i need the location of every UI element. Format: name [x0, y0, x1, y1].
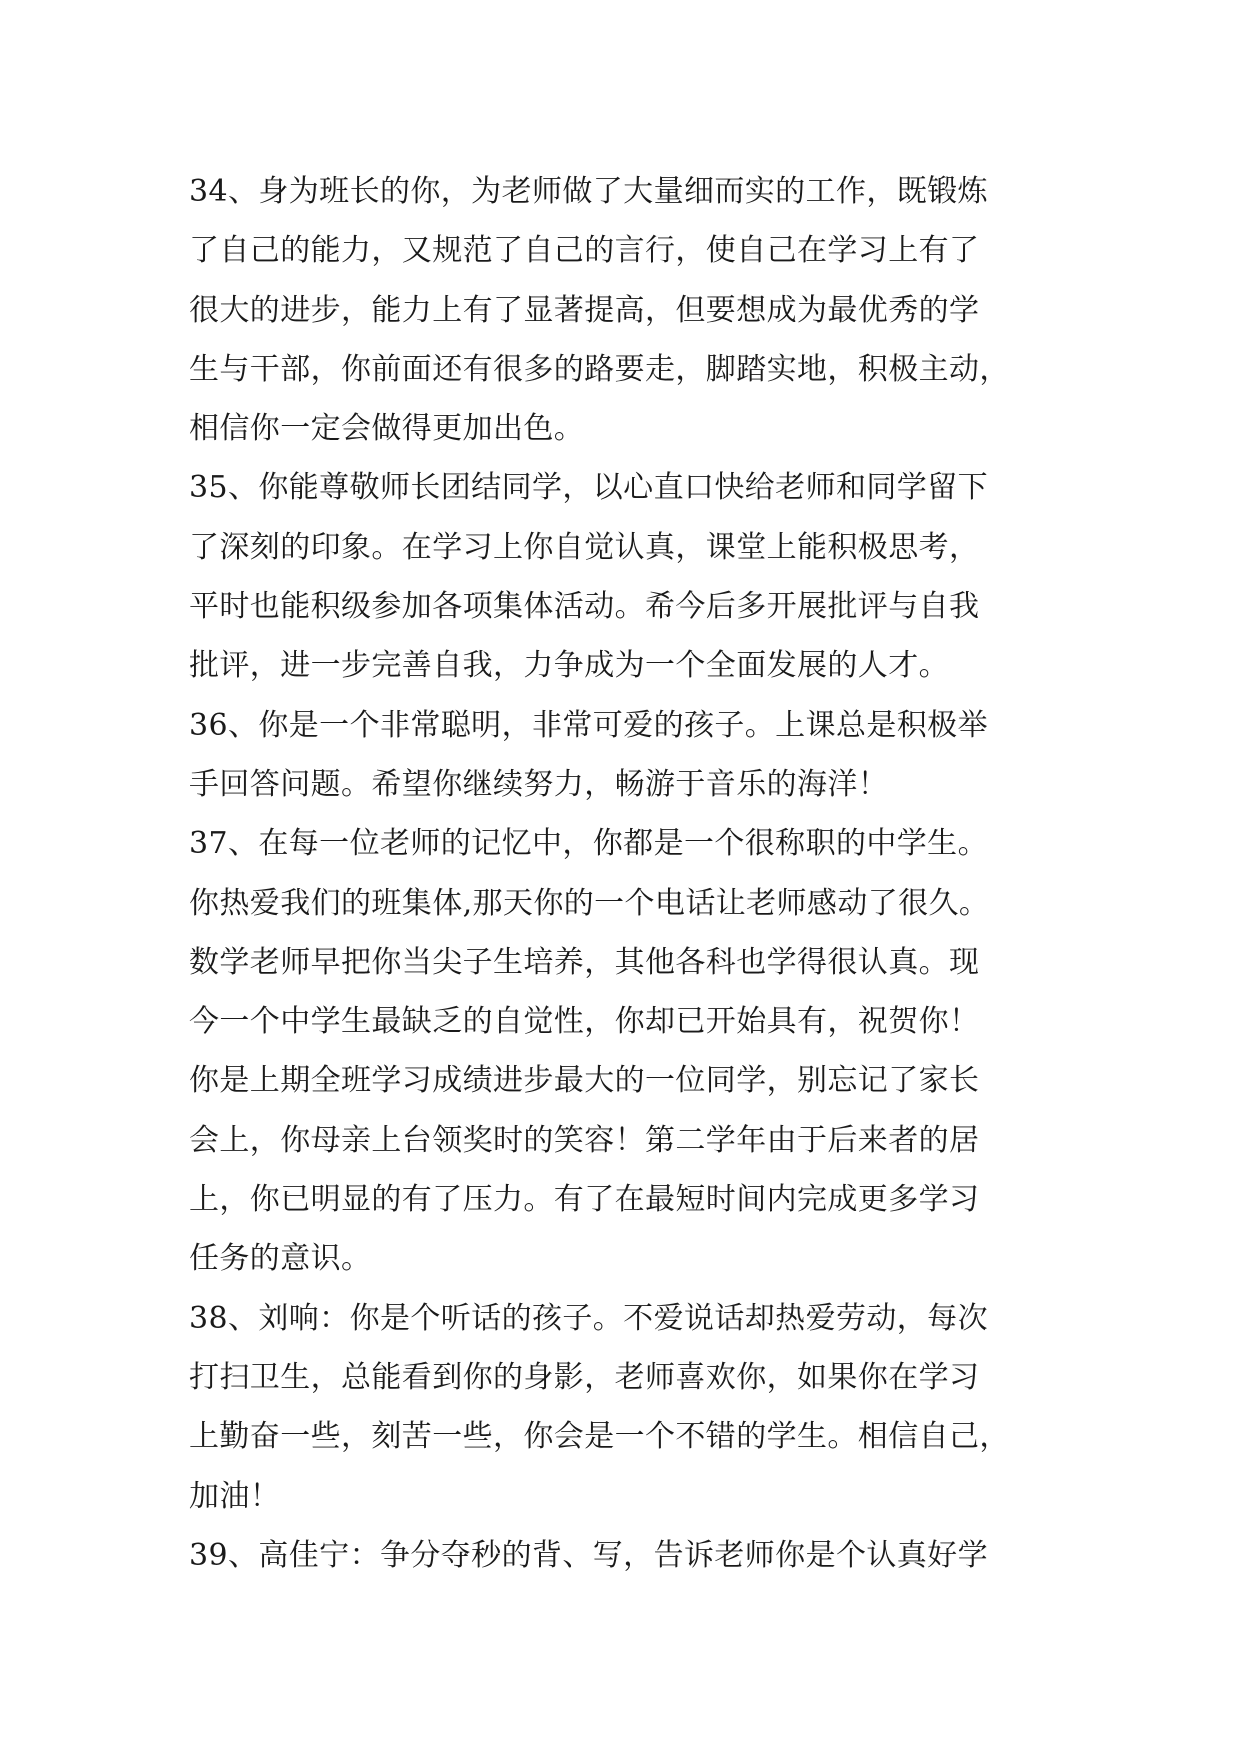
text-line: 今一个中学生最缺乏的自觉性，你却已开始具有，祝贺你！	[189, 1004, 980, 1040]
text-line: 平时也能积级参加各项集体活动。希今后多开展批评与自我	[189, 589, 980, 625]
text-line: 加油！	[189, 1478, 281, 1514]
text-line: 35、你能尊敬师长团结同学，以心直口快给老师和同学留下	[189, 470, 988, 506]
text-line: 你是上期全班学习成绩进步最大的一位同学，别忘记了家长	[189, 1063, 980, 1099]
text-line: 36、你是一个非常聪明，非常可爱的孩子。上课总是积极举	[189, 707, 988, 743]
text-line: 上勤奋一些，刻苦一些，你会是一个不错的学生。相信自己，	[189, 1419, 1010, 1455]
text-line: 你热爱我们的班集体,那天你的一个电话让老师感动了很久。	[189, 885, 990, 921]
text-line: 38、刘响：你是个听话的孩子。不爱说话却热爱劳动，每次	[189, 1300, 988, 1336]
text-line: 数学老师早把你当尖子生培养，其他各科也学得很认真。现	[189, 944, 980, 980]
text-line: 批评，进一步完善自我，力争成为一个全面发展的人才。	[189, 648, 949, 684]
comment-text-block	[189, 162, 1059, 1585]
text-line: 生与干部，你前面还有很多的路要走，脚踏实地，积极主动，	[189, 351, 1010, 387]
text-line: 37、在每一位老师的记忆中，你都是一个很称职的中学生。	[189, 826, 988, 862]
text-line: 很大的进步，能力上有了显著提高，但要想成为最优秀的学	[189, 292, 980, 328]
text-line: 会上，你母亲上台领奖时的笑容！第二学年由于后来者的居	[189, 1122, 980, 1158]
text-line: 任务的意识。	[189, 1241, 372, 1277]
text-line: 上，你已明显的有了压力。有了在最短时间内完成更多学习	[189, 1182, 980, 1218]
text-line: 手回答问题。希望你继续努力，畅游于音乐的海洋！	[189, 766, 889, 802]
text-line: 了自己的能力，又规范了自己的言行，使自己在学习上有了	[189, 233, 980, 269]
text-line: 了深刻的印象。在学习上你自觉认真，课堂上能积极思考，	[189, 529, 980, 565]
text-line: 打扫卫生，总能看到你的身影，老师喜欢你，如果你在学习	[189, 1359, 980, 1395]
text-line: 34、身为班长的你，为老师做了大量细而实的工作，既锻炼	[189, 174, 988, 209]
text-line: 39、高佳宁：争分夺秒的背、写，告诉老师你是个认真好学	[189, 1537, 988, 1573]
text-line: 相信你一定会做得更加出色。	[189, 411, 585, 447]
